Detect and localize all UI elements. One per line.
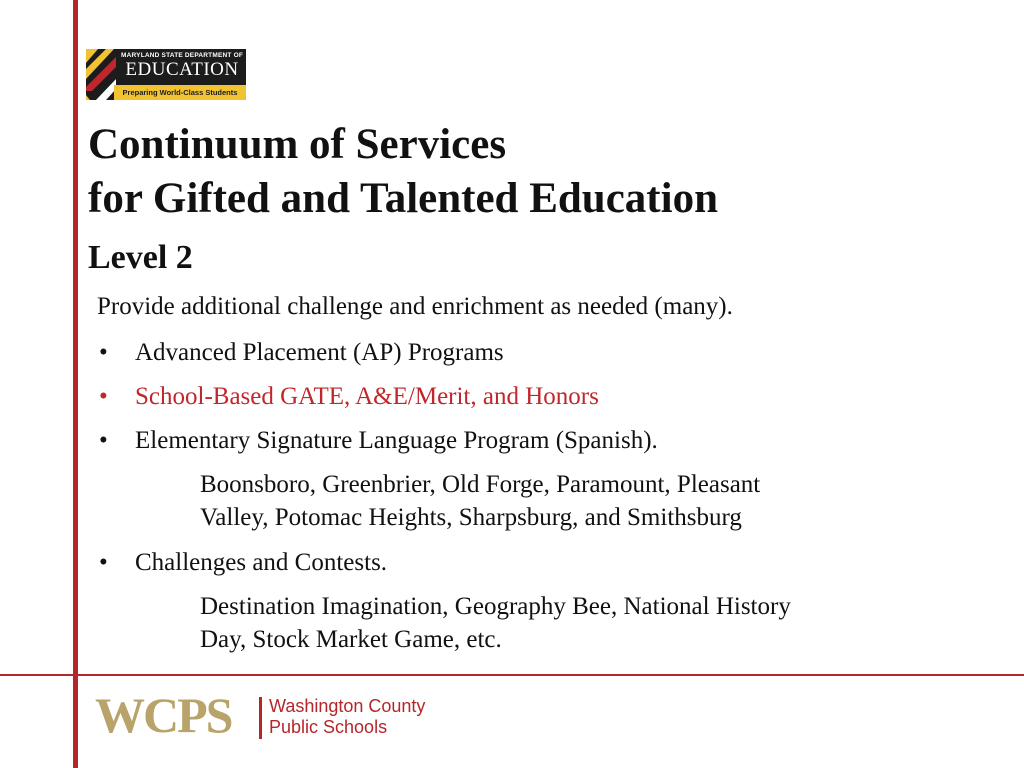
contests-detail-line-1: Destination Imagination, Geography Bee, National History xyxy=(200,593,791,620)
list-item-text: Elementary Signature Language Program (Spanish). xyxy=(135,427,658,454)
schools-detail-line-2: Valley, Potomac Heights, Sharpsburg, and Smithsburg xyxy=(200,504,742,531)
wcps-logo-divider xyxy=(259,697,262,739)
bullet-marker: • xyxy=(99,549,108,576)
list-item-ap-programs xyxy=(97,336,791,369)
slide-title-line-2: for Gifted and Talented Education xyxy=(88,175,718,222)
wcps-logo-name-line-1: Washington County xyxy=(269,696,426,716)
schools-detail-line-1: Boonsboro, Greenbrier, Old Forge, Paramount, Pleasant xyxy=(200,471,761,498)
intro-text: Provide additional challenge and enrichment as needed (many). xyxy=(97,293,733,320)
list-item-contests-detail xyxy=(97,590,791,656)
list-item-challenges xyxy=(97,546,791,579)
left-red-rule xyxy=(73,0,78,768)
list-item-school-based-gate xyxy=(97,380,791,413)
wcps-logo-name-line-2: Public Schools xyxy=(269,717,388,737)
list-item-text: Advanced Placement (AP) Programs xyxy=(135,339,504,366)
service-list xyxy=(97,336,791,668)
maryland-flag-icon xyxy=(86,49,116,100)
list-item-text: School-Based GATE, A&E/Merit, and Honors xyxy=(135,383,599,410)
msde-logo-top-text: MARYLAND STATE DEPARTMENT OF xyxy=(121,52,243,59)
contests-detail-line-2: Day, Stock Market Game, etc. xyxy=(200,626,502,653)
bullet-marker: • xyxy=(99,427,108,454)
wcps-logo-letters: WCPS xyxy=(95,687,232,743)
wcps-logo-name xyxy=(269,696,425,738)
list-item-schools-detail xyxy=(97,468,791,534)
msde-logo-main-text: EDUCATION xyxy=(125,59,239,80)
slide-title xyxy=(88,118,718,226)
msde-logo-tagline: Preparing World-Class Students xyxy=(114,85,246,100)
bullet-marker: • xyxy=(99,383,108,410)
slide-level-heading: Level 2 xyxy=(88,239,193,276)
list-item-text: Challenges and Contests. xyxy=(135,549,388,576)
msde-logo xyxy=(86,49,246,100)
bullet-marker: • xyxy=(99,339,108,366)
slide-title-line-1: Continuum of Services xyxy=(88,121,507,168)
bottom-red-rule xyxy=(0,674,1024,676)
list-item-signature-language xyxy=(97,424,791,457)
